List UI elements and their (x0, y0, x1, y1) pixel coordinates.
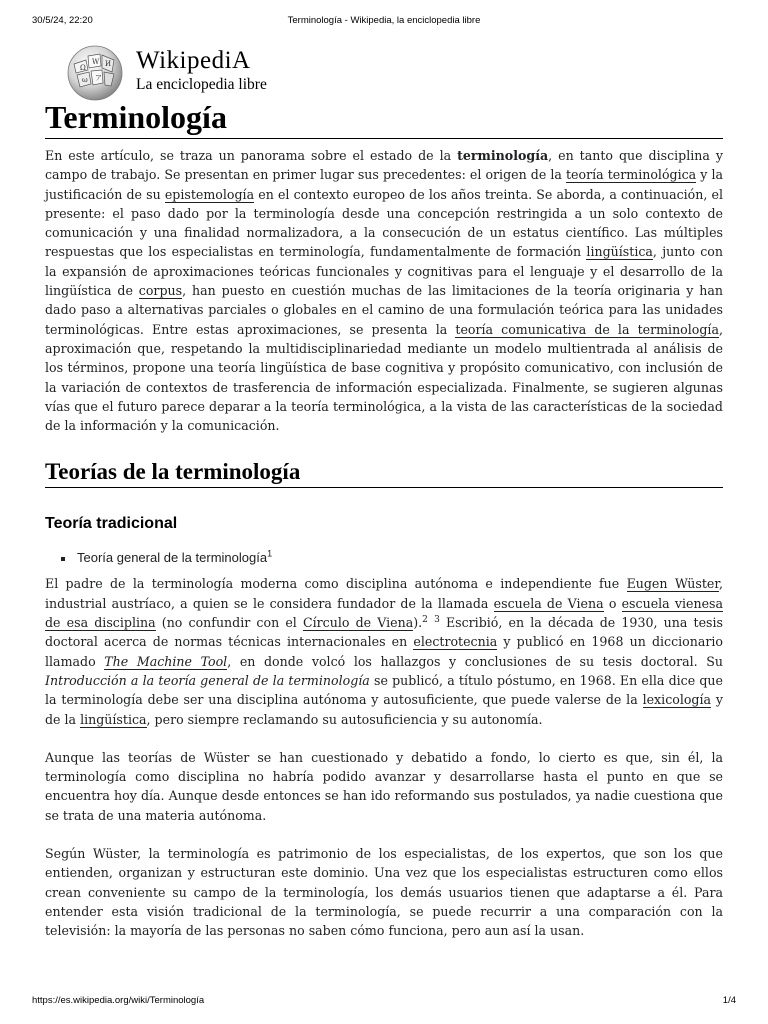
text-run: , aproximación que, respetando la multidisciplinariedad mediante un modelo multientrada al análisis de los términos, propone una teoría lingüística de base cognitiva y propósito comunicativo, con inclusión de la variación de contextos de trasferencia de información especializada. Finalmente, se sugieren algunas vías que el futuro parece deparar a la teoría terminológica, a la vista de las características de la sociedad de la información y la comunicación. (45, 321, 723, 434)
inline-link[interactable]: corpus (138, 283, 183, 299)
page-title: Terminología (45, 98, 723, 139)
print-date: 30/5/24, 22:20 (32, 15, 93, 26)
print-header (32, 15, 736, 29)
inline-link[interactable]: Círculo de Viena (302, 615, 414, 631)
text-run: se publicó, a título póstumo, en 1968. En ella dice que la terminología debe ser una disciplina autónoma y autosuficiente, que puede valerse de la (45, 672, 723, 708)
main-article-link[interactable]: Teoría general de la terminología (77, 550, 268, 566)
inline-link[interactable]: teoría comunicativa de la terminología (455, 321, 719, 337)
svg-text:ω: ω (82, 76, 88, 84)
text-run: en el contexto europeo de los años treinta. Se aborda, a continuación, el presente: el paso dado por la terminología desde una concepción restringida a un solo contexto de comunicación y una finalidad normalizadora, a la consecución de un estatus científico. Las múltiples respuestas que los especialistas en terminología, fundamentalmente de formación (45, 186, 723, 260)
inline-link[interactable]: epistemología (164, 186, 255, 202)
wikipedia-logo[interactable] (64, 42, 304, 102)
svg-text:И: И (105, 60, 112, 68)
print-footer (32, 995, 736, 1009)
text-run: y publicó en 1968 un diccionario llamado (45, 634, 724, 669)
inline-link[interactable]: lingüística (586, 244, 653, 260)
intro-paragraph (45, 146, 723, 435)
svg-text:Ω: Ω (80, 64, 86, 72)
inline-link[interactable]: The Machine Tool (104, 653, 228, 669)
text-run: , en tanto que disciplina y campo de trabajo. Se presentan en primer lugar sus precedentes: el origen de la (45, 148, 723, 183)
reference-link[interactable]: 3 (434, 614, 440, 625)
text-run: Escribió, en la década de 1930, una tesis doctoral acerca de normas técnicas internacionales en (45, 615, 723, 650)
text-run: ). (413, 615, 423, 631)
inline-link[interactable]: electrotecnia (413, 634, 498, 650)
text-run: , en donde volcó los hallazgos y conclusiones de su tesis doctoral. Su (227, 653, 723, 669)
print-page-title: Terminología - Wikipedia, la enciclopedia libre (287, 15, 481, 26)
bold-term: terminología (457, 148, 549, 163)
reference-link[interactable]: 1 (267, 549, 273, 560)
article-content (45, 98, 723, 941)
text-run: Introducción a la teoría general de la terminología (45, 672, 370, 688)
inline-link[interactable]: teoría terminológica (566, 167, 697, 183)
inline-link[interactable]: escuela vienesa de esa disciplina (45, 595, 724, 631)
inline-link[interactable]: lexicología (642, 692, 712, 708)
inline-link[interactable]: lingüística (80, 711, 147, 727)
subsection-heading-teoria-tradicional: Teoría tradicional (45, 515, 178, 533)
inline-link[interactable]: Eugen Wüster (626, 576, 719, 592)
text-run: , junto con la expansión de aproximaciones teóricas funcionales y cognitivas para el lenguaje y el desarrollo de la lingüística de (45, 244, 723, 299)
paragraph-critics: Aunque las teorías de Wüster se han cuestionado y debatido a fondo, lo cierto es que, sin él, la terminología como disciplina no habría podido avanzar y desarrollarse hasta el punto en que se encuentra hoy día. Aunque desde entonces se han ido reformando sus postulados, ya nadie cuestiona que se trata de una materia autónoma. (45, 749, 723, 823)
reference-link[interactable]: 2 (422, 614, 428, 625)
text-run: El padre de la terminología moderna como disciplina autónoma e independiente fue (45, 576, 627, 592)
section-heading-teorias: Teorías de la terminología (45, 457, 723, 488)
main-article-item (45, 548, 723, 568)
svg-text:ア: ア (95, 74, 102, 82)
svg-text:W: W (92, 58, 100, 66)
paragraph-specialists: Según Wüster, la terminología es patrimonio de los especialistas, de los expertos, que son los que entienden, organizan y estructuran este dominio. Una vez que los especialistas estructuren como ellos crean conveniente su campo de la terminología, los demás usuarios tienen que adaptarse a él. Para entender esta visión tradicional de la terminología, se puede recurrir a una comparación con la televisión: la mayoría de las personas no saben cómo funciona, pero aun así la usan. (45, 846, 723, 939)
text-run: , industrial austríaco, a quien se le considera fundador de la llamada (45, 576, 724, 611)
paragraph-wuster (45, 574, 723, 728)
wikipedia-tagline: La enciclopedia libre (136, 76, 267, 93)
wikipedia-globe-icon (64, 42, 126, 102)
print-url: https://es.wikipedia.org/wiki/Terminología (32, 995, 205, 1006)
text-run: y de la (45, 692, 724, 727)
text-run: En este artículo, se traza un panorama sobre el estado de la (45, 148, 458, 163)
text-run: , han puesto en cuestión muchas de las limitaciones de la teoría originaria y han dado paso a alternativas parciales o globales en el camino de una formulación teórica para las unidades terminológicas. Entre estas aproximaciones, se presenta la (45, 283, 723, 337)
print-page-number: 1/4 (722, 995, 736, 1006)
inline-link[interactable]: escuela de Viena (493, 595, 604, 611)
text-run: y la justificación de su (45, 167, 723, 202)
text-run: , pero siempre reclamando su autosuficiencia y su autonomía. (146, 711, 543, 727)
text-run: (no confundir con el (155, 615, 303, 631)
wikipedia-wordmark: WikipediA (136, 47, 251, 74)
main-article-list (45, 548, 723, 568)
text-run: o (603, 595, 622, 611)
